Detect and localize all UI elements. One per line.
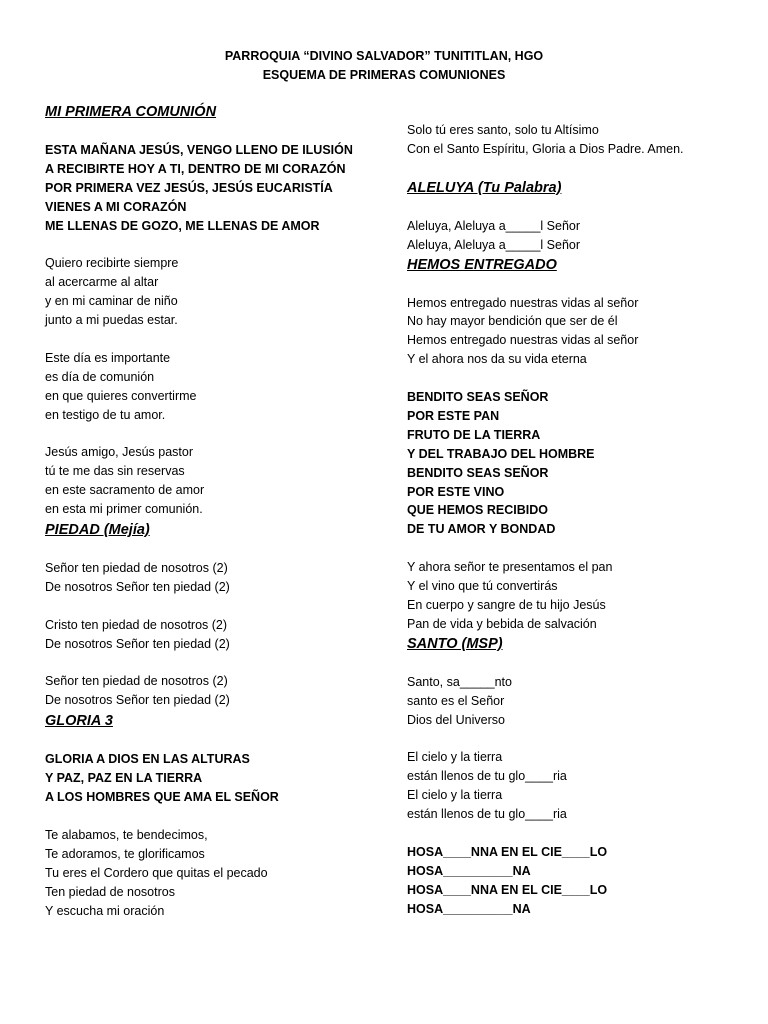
lyric-line: Te alabamos, te bendecimos, bbox=[45, 827, 208, 842]
lyric-line: Jesús amigo, Jesús pastor bbox=[45, 445, 193, 460]
gloria-continuation bbox=[407, 121, 747, 159]
lyric-line: BENDITO SEAS SEÑOR bbox=[407, 465, 549, 480]
lyric-line: santo es el Señor bbox=[407, 693, 505, 708]
song-title: HEMOS ENTREGADO bbox=[407, 256, 557, 273]
lyric-line: El cielo y la tierra bbox=[407, 788, 503, 803]
chorus bbox=[45, 141, 385, 236]
song-piedad bbox=[45, 520, 385, 710]
verse bbox=[407, 673, 747, 730]
lyric-line: Hemos entregado nuestras vidas al señor bbox=[407, 333, 639, 348]
lyric-line: ESTA MAÑANA JESÚS, VENGO LLENO DE ILUSIÓN bbox=[45, 143, 353, 157]
lyric-line: Aleluya, Aleluya a_____l Señor bbox=[407, 237, 581, 252]
lyric-line: HOSA____NNA EN EL CIE____LO bbox=[407, 844, 608, 859]
lyric-line: A RECIBIRTE HOY A TI, DENTRO DE MI CORAZÓN bbox=[45, 161, 346, 176]
lyric-line: Y el vino que tú convertirás bbox=[407, 579, 558, 594]
lyric-line: El cielo y la tierra bbox=[407, 750, 503, 765]
lyric-line: al acercarme al altar bbox=[45, 275, 159, 290]
song-title: PIEDAD (Mejía) bbox=[45, 522, 150, 539]
lyric-line: Con el Santo Espíritu, Gloria a Dios Padre. Amen. bbox=[407, 141, 684, 156]
lyric-line: en esta mi primer comunión. bbox=[45, 502, 203, 517]
lyric-line: Solo tú eres santo, solo tu Altísimo bbox=[407, 123, 599, 137]
lyric-line: Y DEL TRABAJO DEL HOMBRE bbox=[407, 446, 595, 461]
lyric-line: HOSA____NNA EN EL CIE____LO bbox=[407, 882, 608, 897]
lyric-line: VIENES A MI CORAZÓN bbox=[45, 199, 187, 214]
lyric-line: Pan de vida y bebida de salvación bbox=[407, 616, 597, 631]
lyric-line: Cristo ten piedad de nosotros (2) bbox=[45, 617, 228, 632]
lyric-line: están llenos de tu glo____ria bbox=[407, 807, 567, 822]
chorus bbox=[45, 750, 385, 807]
lyric-line: Señor ten piedad de nosotros (2) bbox=[45, 674, 228, 689]
verse bbox=[45, 826, 385, 921]
lyric-line: GLORIA A DIOS EN LAS ALTURAS bbox=[45, 752, 250, 767]
lyric-line: tú te me das sin reservas bbox=[45, 464, 185, 479]
document-header bbox=[0, 47, 768, 85]
lyric-line: Te adoramos, te glorificamos bbox=[45, 846, 205, 861]
lyric-line: No hay mayor bendición que ser de él bbox=[407, 314, 618, 329]
verse bbox=[407, 294, 747, 370]
lyric-line: De nosotros Señor ten piedad (2) bbox=[45, 693, 230, 708]
lyric-line: Y ahora señor te presentamos el pan bbox=[407, 560, 613, 575]
song-title: SANTO (MSP) bbox=[407, 635, 503, 652]
song-title: MI PRIMERA COMUNIÓN bbox=[45, 104, 217, 120]
right-column bbox=[407, 121, 747, 919]
lyric-line: POR ESTE VINO bbox=[407, 484, 505, 499]
verse bbox=[45, 349, 385, 425]
lyric-line: y en mi caminar de niño bbox=[45, 294, 178, 309]
lyric-line: en testigo de tu amor. bbox=[45, 407, 166, 422]
lyric-line: es día de comunión bbox=[45, 369, 155, 384]
verse bbox=[407, 558, 747, 634]
song-gloria bbox=[45, 711, 385, 920]
song-aleluya bbox=[407, 178, 747, 255]
chorus bbox=[407, 388, 747, 539]
verse bbox=[45, 254, 385, 330]
lyric-line: HOSA__________NA bbox=[407, 863, 531, 878]
lyric-line: POR ESTE PAN bbox=[407, 408, 500, 423]
verse bbox=[45, 672, 385, 710]
lyric-line: QUE HEMOS RECIBIDO bbox=[407, 503, 548, 518]
lyric-line: HOSA__________NA bbox=[407, 901, 531, 916]
lyric-line: Y PAZ, PAZ EN LA TIERRA bbox=[45, 771, 203, 786]
lyric-line: Y el ahora nos da su vida eterna bbox=[407, 352, 587, 367]
lyric-line: A LOS HOMBRES QUE AMA EL SEÑOR bbox=[45, 790, 279, 805]
lyric-line: Y escucha mi oración bbox=[45, 903, 165, 918]
lyric-line: ME LLENAS DE GOZO, ME LLENAS DE AMOR bbox=[45, 218, 320, 233]
verse bbox=[45, 443, 385, 519]
lyric-line: En cuerpo y sangre de tu hijo Jesús bbox=[407, 597, 606, 612]
lyric-line: DE TU AMOR Y BONDAD bbox=[407, 522, 556, 537]
song-title: ALELUYA (Tu Palabra) bbox=[407, 179, 562, 196]
verse bbox=[45, 559, 385, 597]
song-hemos-entregado bbox=[407, 255, 747, 634]
lyric-line: Tu eres el Cordero que quitas el pecado bbox=[45, 865, 268, 880]
lyric-line: FRUTO DE LA TIERRA bbox=[407, 427, 541, 442]
lyric-line: Dios del Universo bbox=[407, 712, 505, 727]
lyric-line: Hemos entregado nuestras vidas al señor bbox=[407, 295, 639, 310]
lyric-line: Santo, sa_____nto bbox=[407, 674, 512, 689]
lyric-line: Señor ten piedad de nosotros (2) bbox=[45, 561, 228, 576]
verse bbox=[407, 748, 747, 824]
lyric-line: POR PRIMERA VEZ JESÚS, JESÚS EUCARISTÍA bbox=[45, 180, 333, 195]
lyric-line: De nosotros Señor ten piedad (2) bbox=[45, 636, 230, 651]
lyric-line: Ten piedad de nosotros bbox=[45, 884, 175, 899]
document-subtitle: ESQUEMA DE PRIMERAS COMUNIONES bbox=[262, 68, 506, 82]
left-column bbox=[45, 102, 385, 920]
lyric-line: junto a mi puedas estar. bbox=[45, 313, 178, 328]
chorus bbox=[407, 843, 747, 919]
verse bbox=[45, 616, 385, 654]
lyric-line: BENDITO SEAS SEÑOR bbox=[407, 390, 549, 405]
lyric-line: De nosotros Señor ten piedad (2) bbox=[45, 579, 230, 594]
song-santo bbox=[407, 634, 747, 919]
lyric-line: Este día es importante bbox=[45, 350, 171, 365]
lyric-line: en este sacramento de amor bbox=[45, 483, 205, 498]
lyric-line: están llenos de tu glo____ria bbox=[407, 769, 567, 784]
song-mi-primera-comunion bbox=[45, 102, 385, 519]
lyric-line: en que quieres convertirme bbox=[45, 388, 197, 403]
verse bbox=[407, 217, 747, 255]
song-title: GLORIA 3 bbox=[45, 713, 113, 730]
lyric-line: Aleluya, Aleluya a_____l Señor bbox=[407, 218, 581, 233]
parish-title: PARROQUIA “DIVINO SALVADOR” TUNITITLAN, HGO bbox=[224, 49, 544, 63]
lyric-line: Quiero recibirte siempre bbox=[45, 256, 179, 271]
